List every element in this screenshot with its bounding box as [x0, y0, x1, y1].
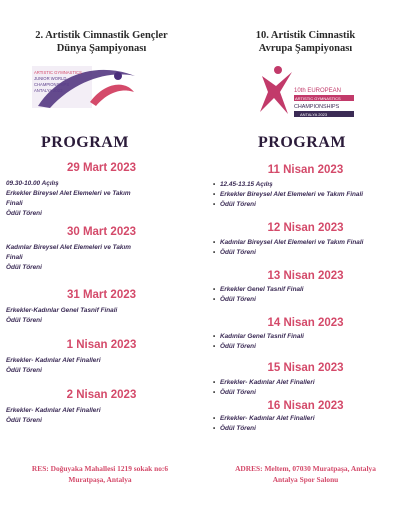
left-event: Erkekler Bireysel Alet Elemeleri ve Takım	[6, 190, 131, 197]
left-event: Finali	[6, 254, 23, 261]
left-address	[0, 463, 200, 485]
left-date-5: 2 Nisan 2023	[66, 389, 137, 401]
left-event: Erkekler- Kadınlar Alet Finalleri	[6, 357, 101, 364]
left-event: Ödül Töreni	[6, 367, 42, 374]
left-date-3: 31 Mart 2023	[66, 289, 137, 301]
right-event: • Erkekler- Kadınlar Alet Finalleri	[220, 378, 405, 388]
left-event: Finali	[6, 200, 23, 207]
right-title-line1: 10. Artistik Cimnastik	[255, 30, 356, 41]
right-event: • Ödül Töreni	[220, 388, 405, 398]
logo-text-3: CHAMPIONSHIPS	[294, 104, 340, 110]
european-champs-column	[204, 0, 407, 509]
left-event: 09.30-10.00 Açılış	[6, 180, 59, 187]
right-title-line2: Avrupa Şampiyonası	[258, 43, 353, 54]
right-event: • Erkekler Bireysel Alet Elemeleri ve Takım Finali	[220, 190, 405, 200]
left-event: Ödül Töreni	[6, 264, 42, 271]
logo-text-1: 10th EUROPEAN	[294, 88, 342, 94]
right-address	[204, 463, 407, 485]
left-date-2: 30 Mart 2023	[66, 226, 137, 238]
left-event: Kadınlar Bireysel Alet Elemeleri ve Takım	[6, 244, 131, 251]
left-address-line2: Muratpaşa, Antalya	[68, 475, 132, 484]
left-program-heading: PROGRAM	[41, 134, 129, 151]
left-event: Erkekler-Kadınlar Genel Tasnif Finali	[6, 307, 118, 314]
right-event: • Erkekler- Kadınlar Alet Finalleri	[220, 414, 405, 424]
left-event: Erkekler- Kadınlar Alet Finalleri	[6, 407, 101, 414]
logo-text-1: ARTISTIC GYMNASTICS	[34, 70, 82, 75]
logo-text-4: ANTALYA 2023	[300, 112, 328, 117]
right-date-1: 11 Nisan 2023	[267, 164, 344, 176]
right-event: • Ödül Töreni	[220, 200, 405, 210]
right-event: • Erkekler Genel Tasnif Finali	[220, 285, 405, 295]
right-title	[204, 29, 407, 55]
junior-worlds-logo	[30, 62, 140, 120]
logo-text-4: ANTALYA 2023	[34, 88, 63, 93]
left-date-4: 1 Nisan 2023	[66, 339, 137, 351]
right-program-heading: PROGRAM	[258, 134, 346, 151]
right-date-4: 14 Nisan 2023	[267, 317, 344, 329]
left-event: Ödül Töreni	[6, 317, 42, 324]
right-event: • Ödül Töreni	[220, 295, 405, 305]
junior-worlds-column	[0, 0, 203, 509]
right-event: • Kadınlar Genel Tasnif Finali	[220, 332, 405, 342]
right-date-3: 13 Nisan 2023	[267, 270, 344, 282]
right-event: • Ödül Töreni	[220, 342, 405, 352]
left-title-line2: Dünya Şampiyonası	[56, 43, 147, 54]
right-address-line1: ADRES: Meltem, 07030 Muratpaşa, Antalya	[235, 464, 376, 473]
right-event: • 12.45-13.15 Açılış	[220, 180, 405, 190]
logo-text-3: CHAMPIONSHIPS	[34, 82, 70, 87]
right-event: • Ödül Töreni	[220, 248, 405, 258]
left-title-line1: 2. Artistik Cimnastik Gençler	[35, 30, 168, 41]
left-event: Ödül Töreni	[6, 417, 42, 424]
logo-text-2: ARTISTIC GYMNASTICS	[295, 96, 341, 101]
left-title	[0, 29, 203, 55]
right-date-6: 16 Nisan 2023	[267, 400, 344, 412]
left-date-1: 29 Mart 2023	[66, 162, 137, 174]
right-date-2: 12 Nisan 2023	[267, 222, 344, 234]
european-champs-logo	[248, 62, 358, 124]
logo-text-2: JUNIOR WORLD	[34, 76, 67, 81]
right-address-line2: Antalya Spor Salonu	[272, 475, 339, 484]
left-event: Ödül Töreni	[6, 210, 42, 217]
right-event: • Ödül Töreni	[220, 424, 405, 434]
right-date-5: 15 Nisan 2023	[267, 362, 344, 374]
left-address-line1: RES: Doğuyaka Mahallesi 1219 sokak no:6	[31, 464, 169, 473]
right-event: • Kadınlar Bireysel Alet Elemeleri ve Takım Finali	[220, 238, 405, 248]
